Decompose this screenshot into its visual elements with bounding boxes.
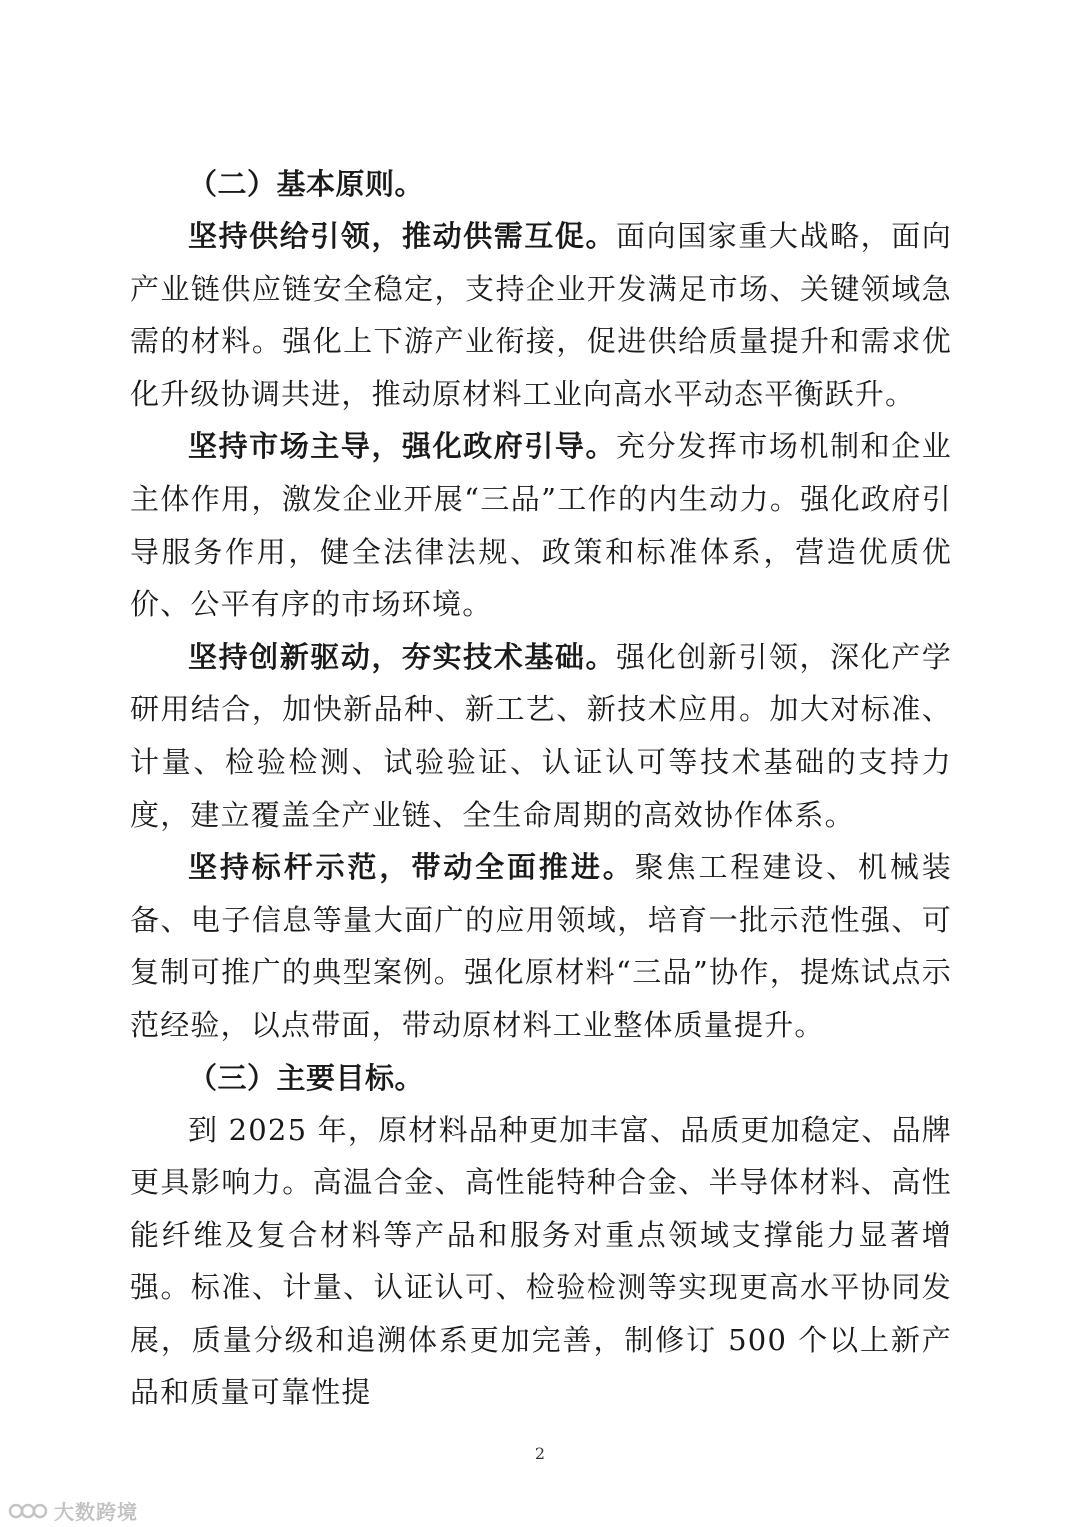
- principle-paragraph: [130, 210, 952, 420]
- watermark-text: 大数跨境: [54, 1500, 138, 1524]
- principle-text: 强化创新引领，深化产学研用结合，加快新品种、新工艺、新技术应用。加大对标准、计量、检验检测、试验验证、认证认可等技术基础的支持力度，建立覆盖全产业链、全生命周期的高效协作体系。: [130, 639, 952, 832]
- principle-lead: 坚持供给引领，推动供需互促。: [188, 219, 617, 253]
- principle-lead: 坚持标杆示范，带动全面推进。: [188, 850, 635, 885]
- section-heading-principles: （二）基本原则。: [188, 167, 425, 201]
- section-heading-goals: （三）主要目标。: [188, 1060, 425, 1095]
- goals-text: 到 2025 年，原材料品种更加丰富、品质更加稳定、品牌更具影响力。高温合金、高性能特种合金、半导体材料、高性能纤维及复合材料等产品和服务对重点领域支撑能力显著增强。标准、计量、认证认可、检验检测等实现更高水平协同发展，质量分级和追溯体系更加完善，制修订 500 个以上新产品和质量可靠性提: [130, 1112, 952, 1410]
- goals-paragraph: [130, 1104, 952, 1420]
- principle-text: 面向国家重大战略，面向产业链供应链安全稳定，支持企业开发满足市场、关键领域急需的材料。强化上下游产业衔接，促进供给质量提升和需求优化升级协调共进，推动原材料工业向高水平动态平衡跃升。: [130, 219, 952, 411]
- principle-lead: 坚持市场主导，强化政府引导。: [188, 429, 617, 464]
- principle-paragraph: [130, 631, 952, 841]
- page-number: 2: [534, 1444, 546, 1463]
- brand-logo-icon: [8, 1499, 48, 1523]
- document-body: [130, 158, 952, 1419]
- principle-paragraph: [130, 841, 952, 1051]
- principle-paragraph: [130, 420, 952, 630]
- principle-text: 聚焦工程建设、机械装备、电子信息等量大面广的应用领域，培育一批示范性强、可复制可推广的典型案例。强化原材料“三品”协作，提炼试点示范经验，以点带面，带动原材料工业整体质量提升。: [130, 850, 952, 1042]
- watermark: [8, 1496, 138, 1525]
- principle-text: 充分发挥市场机制和企业主体作用，激发企业开展“三品”工作的内生动力。强化政府引导服务作用，健全法律法规、政策和标准体系，营造优质优价、公平有序的市场环境。: [130, 429, 952, 622]
- principle-lead: 坚持创新驱动，夯实技术基础。: [188, 639, 617, 674]
